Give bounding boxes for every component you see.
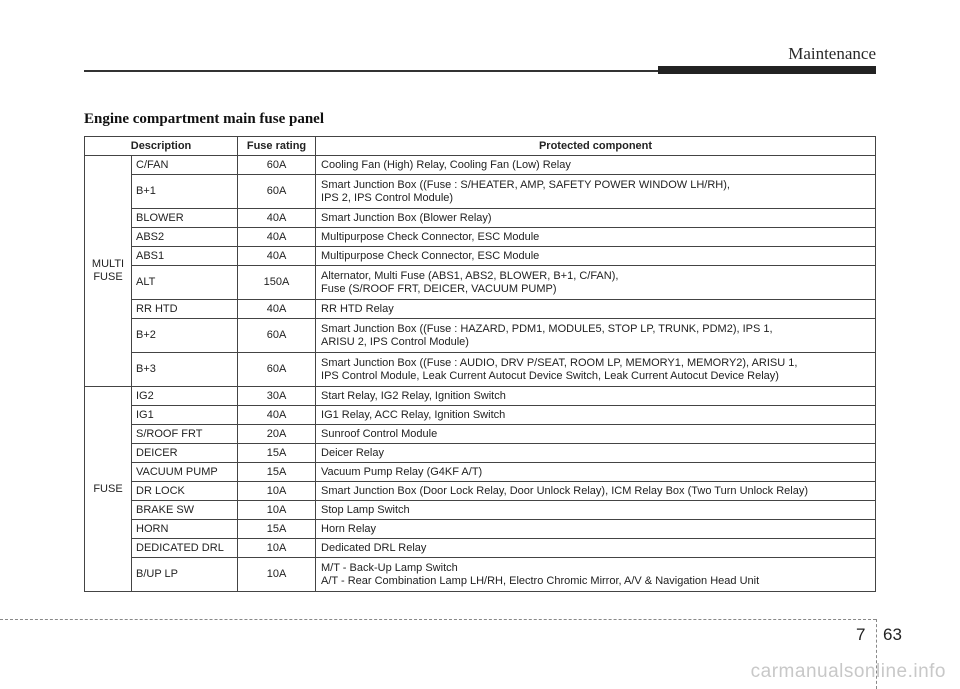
table-row — [85, 300, 876, 319]
fuse-rating-cell: 40A — [238, 209, 316, 228]
protected-component-cell: IG1 Relay, ACC Relay, Ignition Switch — [316, 406, 876, 425]
protected-component-cell: Dedicated DRL Relay — [316, 539, 876, 558]
fuse-rating-cell: 60A — [238, 175, 316, 209]
table-row — [85, 156, 876, 175]
fuse-name-cell: BLOWER — [132, 209, 238, 228]
fuse-rating-cell: 20A — [238, 425, 316, 444]
fuse-name-cell: IG2 — [132, 387, 238, 406]
fuse-rating-cell: 10A — [238, 539, 316, 558]
fuse-rating-cell: 40A — [238, 228, 316, 247]
protected-component-cell: Multipurpose Check Connector, ESC Module — [316, 228, 876, 247]
fuse-rating-cell: 40A — [238, 406, 316, 425]
watermark: carmanualsonline.info — [750, 661, 946, 682]
fuse-rating-cell: 60A — [238, 319, 316, 353]
fuse-name-cell: VACUUM PUMP — [132, 463, 238, 482]
table-row — [85, 501, 876, 520]
table-row — [85, 387, 876, 406]
footer-dashed-rule — [0, 619, 876, 620]
protected-component-cell: Smart Junction Box ((Fuse : AUDIO, DRV P/SEAT, ROOM LP, MEMORY1, MEMORY2), ARISU 1, IPS Control Module, Leak Current Autocut Device Switch, Leak Current Autocut Device Relay) — [316, 353, 876, 387]
table-row — [85, 353, 876, 387]
fuse-name-cell: HORN — [132, 520, 238, 539]
table-row — [85, 209, 876, 228]
fuse-name-cell: B/UP LP — [132, 558, 238, 592]
fuse-name-cell: ABS2 — [132, 228, 238, 247]
header-bar — [658, 66, 876, 74]
fuse-rating-cell: 15A — [238, 444, 316, 463]
fuse-name-cell: B+2 — [132, 319, 238, 353]
fuse-name-cell: S/ROOF FRT — [132, 425, 238, 444]
protected-component-cell: Cooling Fan (High) Relay, Cooling Fan (Low) Relay — [316, 156, 876, 175]
fuse-name-cell: C/FAN — [132, 156, 238, 175]
protected-component-cell: Smart Junction Box ((Fuse : S/HEATER, AMP, SAFETY POWER WINDOW LH/RH), IPS 2, IPS Control Module) — [316, 175, 876, 209]
table-header-row — [85, 137, 876, 156]
protected-component-cell: Multipurpose Check Connector, ESC Module — [316, 247, 876, 266]
header-rule — [84, 70, 658, 72]
protected-component-cell: Sunroof Control Module — [316, 425, 876, 444]
table-row — [85, 482, 876, 501]
table-row — [85, 266, 876, 300]
table-row — [85, 175, 876, 209]
fuse-name-cell: DR LOCK — [132, 482, 238, 501]
fuse-rating-cell: 150A — [238, 266, 316, 300]
fuse-name-cell: IG1 — [132, 406, 238, 425]
fuse-rating-cell: 30A — [238, 387, 316, 406]
column-header-protected-component: Protected component — [316, 137, 876, 156]
fuse-name-cell: BRAKE SW — [132, 501, 238, 520]
fuse-rating-cell: 60A — [238, 353, 316, 387]
chapter-number: 7 — [856, 625, 866, 644]
fuse-name-cell: DEDICATED DRL — [132, 539, 238, 558]
protected-component-cell: Smart Junction Box (Blower Relay) — [316, 209, 876, 228]
fuse-name-cell: RR HTD — [132, 300, 238, 319]
fuse-name-cell: B+1 — [132, 175, 238, 209]
table-row — [85, 247, 876, 266]
fuse-group-label: MULTI FUSE — [85, 156, 132, 387]
fuse-rating-cell: 15A — [238, 520, 316, 539]
fuse-rating-cell: 15A — [238, 463, 316, 482]
column-header-fuse-rating: Fuse rating — [238, 137, 316, 156]
fuse-rating-cell: 40A — [238, 247, 316, 266]
fuse-name-cell: DEICER — [132, 444, 238, 463]
table-row — [85, 463, 876, 482]
table-row — [85, 319, 876, 353]
section-title: Engine compartment main fuse panel — [84, 111, 324, 127]
protected-component-cell: M/T - Back-Up Lamp Switch A/T - Rear Combination Lamp LH/RH, Electro Chromic Mirror, A/V & Navigation Head Unit — [316, 558, 876, 592]
protected-component-cell: Smart Junction Box ((Fuse : HAZARD, PDM1, MODULE5, STOP LP, TRUNK, PDM2), IPS 1, ARISU 2, IPS Control Module) — [316, 319, 876, 353]
fuse-table-body — [85, 156, 876, 592]
protected-component-cell: Stop Lamp Switch — [316, 501, 876, 520]
fuse-rating-cell: 40A — [238, 300, 316, 319]
protected-component-cell: Vacuum Pump Relay (G4KF A/T) — [316, 463, 876, 482]
fuse-rating-cell: 10A — [238, 558, 316, 592]
protected-component-cell: Alternator, Multi Fuse (ABS1, ABS2, BLOWER, B+1, C/FAN), Fuse (S/ROOF FRT, DEICER, VACUUM PUMP) — [316, 266, 876, 300]
protected-component-cell: RR HTD Relay — [316, 300, 876, 319]
fuse-group-label: FUSE — [85, 387, 132, 592]
fuse-name-cell: ALT — [132, 266, 238, 300]
table-row — [85, 406, 876, 425]
fuse-rating-cell: 10A — [238, 501, 316, 520]
protected-component-cell: Smart Junction Box (Door Lock Relay, Door Unlock Relay), ICM Relay Box (Two Turn Unlock Relay) — [316, 482, 876, 501]
table-row — [85, 558, 876, 592]
table-row — [85, 520, 876, 539]
table-row — [85, 444, 876, 463]
fuse-name-cell: ABS1 — [132, 247, 238, 266]
fuse-rating-cell: 10A — [238, 482, 316, 501]
fuse-rating-cell: 60A — [238, 156, 316, 175]
fuse-table — [84, 136, 876, 592]
protected-component-cell: Deicer Relay — [316, 444, 876, 463]
running-header: Maintenance — [788, 44, 876, 63]
table-row — [85, 539, 876, 558]
table-row — [85, 228, 876, 247]
table-row — [85, 425, 876, 444]
column-header-description: Description — [85, 137, 238, 156]
protected-component-cell: Start Relay, IG2 Relay, Ignition Switch — [316, 387, 876, 406]
page-number: 63 — [883, 625, 902, 644]
protected-component-cell: Horn Relay — [316, 520, 876, 539]
fuse-name-cell: B+3 — [132, 353, 238, 387]
